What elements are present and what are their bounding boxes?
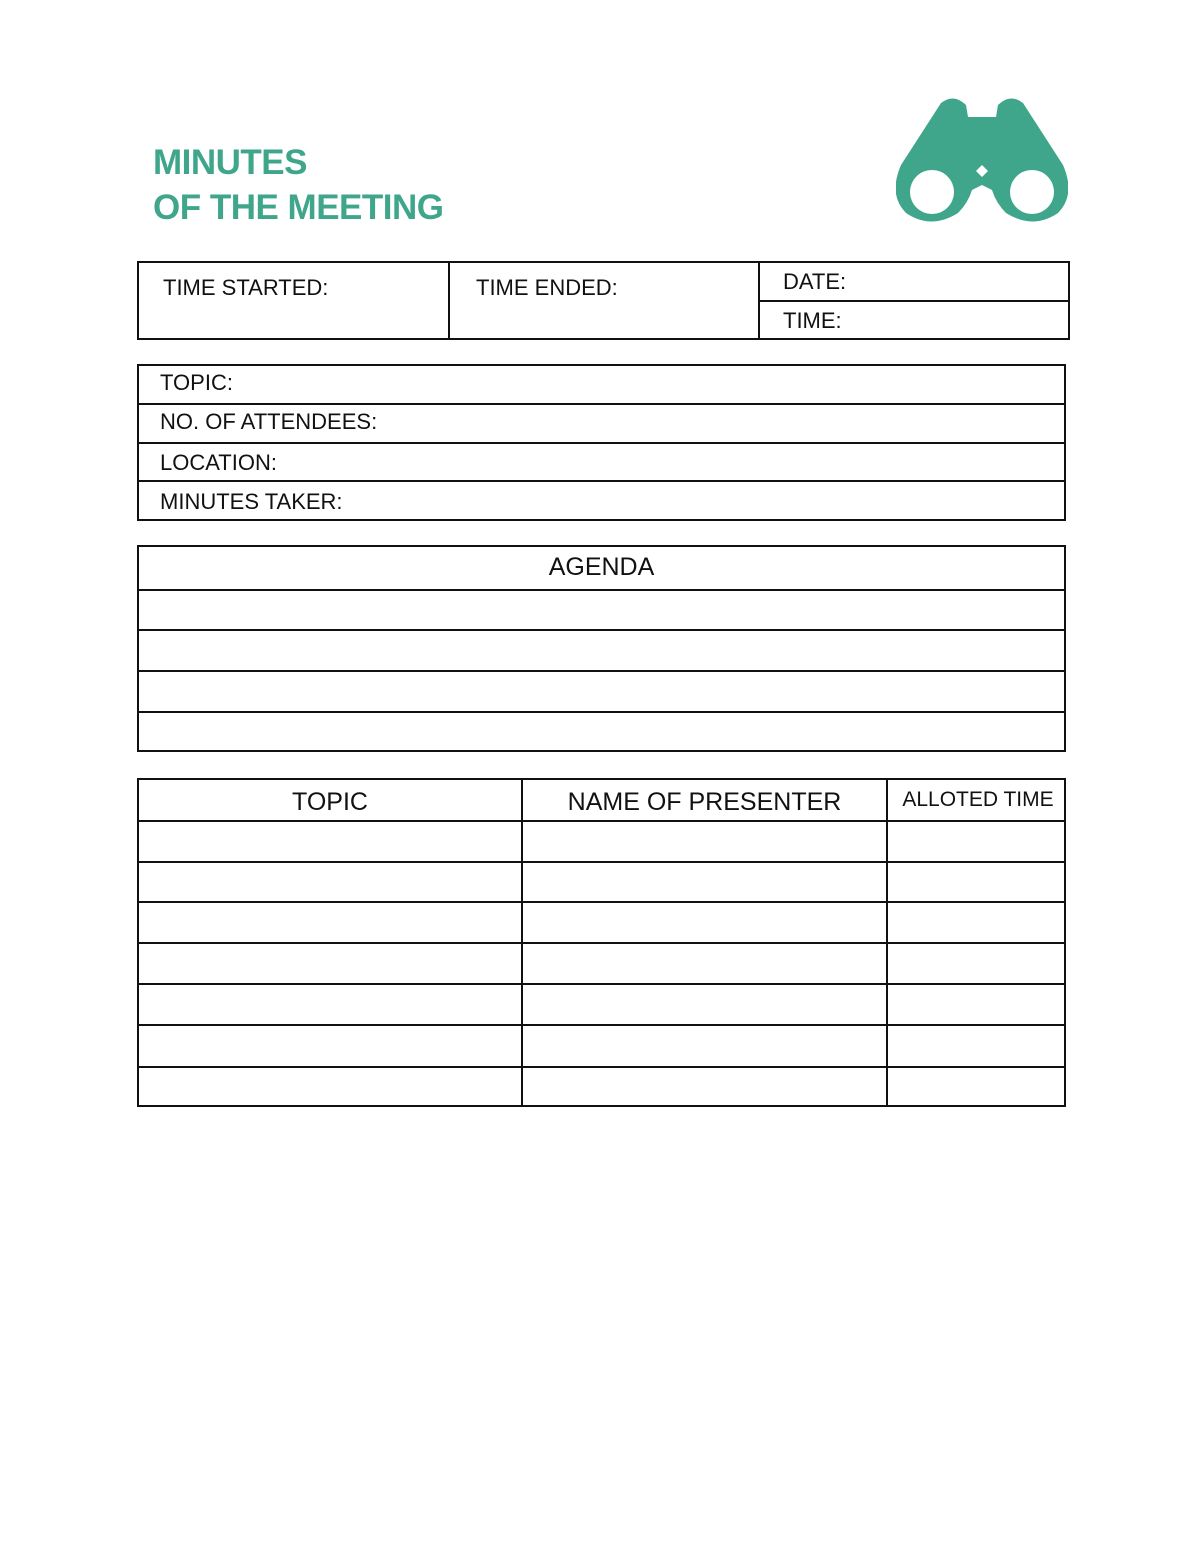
agenda-heading: AGENDA (548, 553, 655, 581)
schedule-row[interactable] (139, 985, 1064, 1024)
attendees-field[interactable]: NO. OF ATTENDEES: (160, 409, 378, 434)
schedule-row[interactable] (139, 863, 1064, 901)
column-header-topic: TOPIC (292, 788, 368, 816)
schedule-row[interactable] (139, 1068, 1064, 1105)
time-box (137, 261, 1070, 340)
agenda-row[interactable] (139, 672, 1064, 711)
topic-field[interactable]: TOPIC: (160, 370, 233, 395)
column-header-alloted-time: ALLOTED TIME (902, 788, 1054, 811)
date-field[interactable]: DATE: (783, 269, 847, 294)
time-ended-field[interactable]: TIME ENDED: (476, 275, 618, 300)
agenda-row[interactable] (139, 631, 1064, 670)
page-title (153, 140, 444, 230)
column-header-presenter: NAME OF PRESENTER (567, 788, 842, 816)
schedule-table (137, 778, 1066, 1107)
minutes-taker-field[interactable]: MINUTES TAKER: (160, 489, 343, 514)
time-field[interactable]: TIME: (783, 308, 842, 333)
title-line-1: MINUTES (153, 143, 307, 182)
schedule-row[interactable] (139, 903, 1064, 942)
schedule-row[interactable] (139, 822, 1064, 861)
title-line-2: OF THE MEETING (153, 188, 444, 227)
agenda-table (137, 545, 1066, 752)
schedule-row[interactable] (139, 944, 1064, 983)
meeting-info-box (137, 364, 1066, 521)
schedule-row[interactable] (139, 1026, 1064, 1066)
agenda-row[interactable] (139, 713, 1064, 750)
location-field[interactable]: LOCATION: (160, 450, 277, 475)
time-started-field[interactable]: TIME STARTED: (163, 275, 329, 300)
agenda-row[interactable] (139, 591, 1064, 629)
binoculars-icon (896, 95, 1068, 225)
